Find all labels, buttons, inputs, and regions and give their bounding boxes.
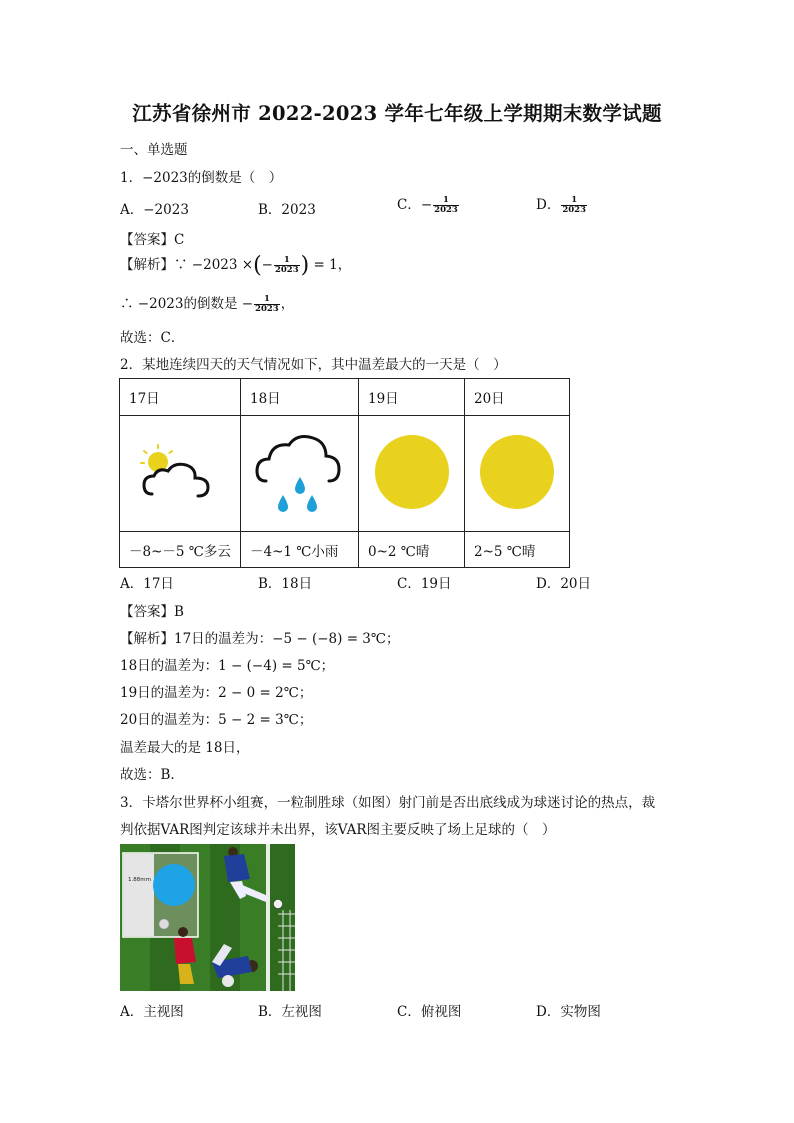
q2-option-b: B．18日	[258, 576, 313, 592]
q2-analysis-line: 20日的温差为：5 − 2 = 3℃；	[120, 712, 313, 728]
var-photo	[120, 844, 295, 991]
table-cell-day: 18日	[241, 379, 359, 416]
table-cell-condition: －8~－5 ℃多云	[120, 532, 241, 568]
fraction: $\frac{1}{2023}$	[274, 255, 299, 275]
table-cell-icon	[359, 416, 465, 532]
q1-stem: 1．−2023的倒数是（ ）	[120, 170, 283, 186]
q1-option-d	[536, 193, 588, 215]
rain-cloud-icon	[250, 429, 350, 515]
sun-icon	[477, 432, 557, 512]
q2-stem: 2．某地连续四天的天气情况如下，其中温差最大的一天是（ ）	[120, 357, 507, 373]
q1-analysis: 【解析】∵ −2023 ×(− $\frac{1}{2023}$ ) = 1，	[120, 253, 352, 278]
q2-option-c: C．19日	[397, 576, 452, 592]
q1-answer: 【答案】C	[120, 232, 185, 248]
soccer-field-image	[120, 844, 295, 991]
q1-option-c-label: C．−	[397, 197, 433, 213]
q1-option-d-label: D．	[536, 197, 561, 213]
q2-option-a: A．17日	[120, 576, 174, 592]
table-cell-day: 19日	[359, 379, 465, 416]
section-heading: 一、单选题	[120, 142, 188, 158]
q1-option-b: B．2023	[258, 202, 316, 218]
q2-option-d: D．20日	[536, 576, 592, 592]
q3-stem-line2: 判依据VAR图判定该球并未出界，该VAR图主要反映了场上足球的（ ）	[120, 822, 556, 838]
sun-icon	[372, 432, 452, 512]
table-cell-icon	[465, 416, 570, 532]
q2-analysis-line: 温差最大的是 18日，	[120, 740, 250, 756]
table-cell-condition: －4~1 ℃小雨	[241, 532, 359, 568]
fraction: $\frac{1}{2023}$	[255, 294, 279, 314]
q2-analysis-line: 18日的温差为：1 − (−4) = 5℃；	[120, 658, 335, 674]
table-cell-icon	[120, 416, 241, 532]
table-cell-condition: 2~5 ℃晴	[465, 532, 570, 568]
q2-analysis-line: 【解析】17日的温差为：−5 − (−8) = 3℃；	[120, 631, 400, 647]
table-cell-day: 17日	[120, 379, 241, 416]
q1-therefore: ∴ −2023的倒数是 − $\frac{1}{2023}$ ，	[120, 294, 295, 314]
fraction: $\frac{1}{2023}$	[562, 195, 586, 215]
table-cell-day: 20日	[465, 379, 570, 416]
q2-answer: 【答案】B	[120, 604, 184, 620]
q3-option-c: C．俯视图	[397, 1004, 462, 1020]
q1-conclusion: 故选：C．	[120, 330, 185, 346]
weather-table	[119, 378, 570, 568]
partly-cloudy-icon	[130, 432, 230, 512]
q1-option-c	[397, 193, 460, 215]
q3-option-d: D．实物图	[536, 1004, 601, 1020]
q3-option-a: A．主视图	[120, 1004, 184, 1020]
measurement-label: 1.88mm	[128, 877, 151, 883]
q2-analysis-line: 19日的温差为：2 − 0 = 2℃；	[120, 685, 313, 701]
q1-option-a: A．−2023	[120, 202, 189, 218]
q2-conclusion: 故选：B.	[120, 767, 175, 783]
page-title: 江苏省徐州市 2022-2023 学年七年级上学期期末数学试题	[132, 102, 662, 125]
q3-stem-line1: 3．卡塔尔世界杯小组赛，一粒制胜球（如图）射门前是否出底线成为球迷讨论的热点，裁	[120, 795, 656, 811]
fraction: $\frac{1}{2023}$	[434, 195, 458, 215]
table-cell-icon	[241, 416, 359, 532]
table-cell-condition: 0~2 ℃晴	[359, 532, 465, 568]
q3-option-b: B．左视图	[258, 1004, 322, 1020]
